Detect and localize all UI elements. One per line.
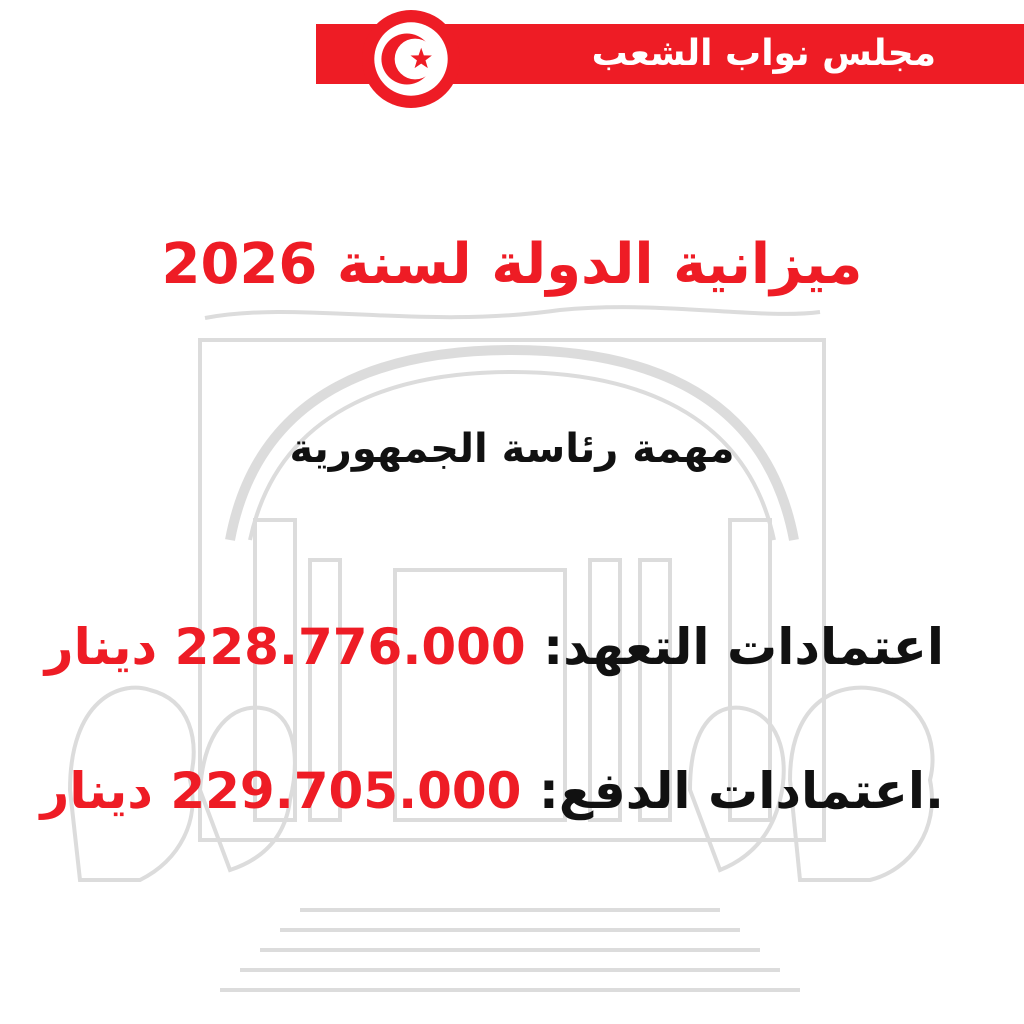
- parliament-name: مجلس نواب الشعب: [591, 33, 936, 74]
- payment-credits-amount: 229.705.000 دينار: [40, 762, 522, 820]
- payment-credits-line: [41, 762, 944, 820]
- tunisia-flag-emblem: [360, 8, 462, 110]
- budget-title: ميزانية الدولة لسنة 2026: [161, 232, 863, 297]
- commitment-credits-label: اعتمادات التعهد:: [525, 618, 944, 676]
- mission-title: مهمة رئاسة الجمهورية: [289, 426, 735, 472]
- payment-credits-label: .اعتمادات الدفع:: [521, 762, 944, 820]
- commitment-credits-line: [45, 618, 944, 676]
- commitment-credits-amount: 228.776.000 دينار: [44, 618, 526, 676]
